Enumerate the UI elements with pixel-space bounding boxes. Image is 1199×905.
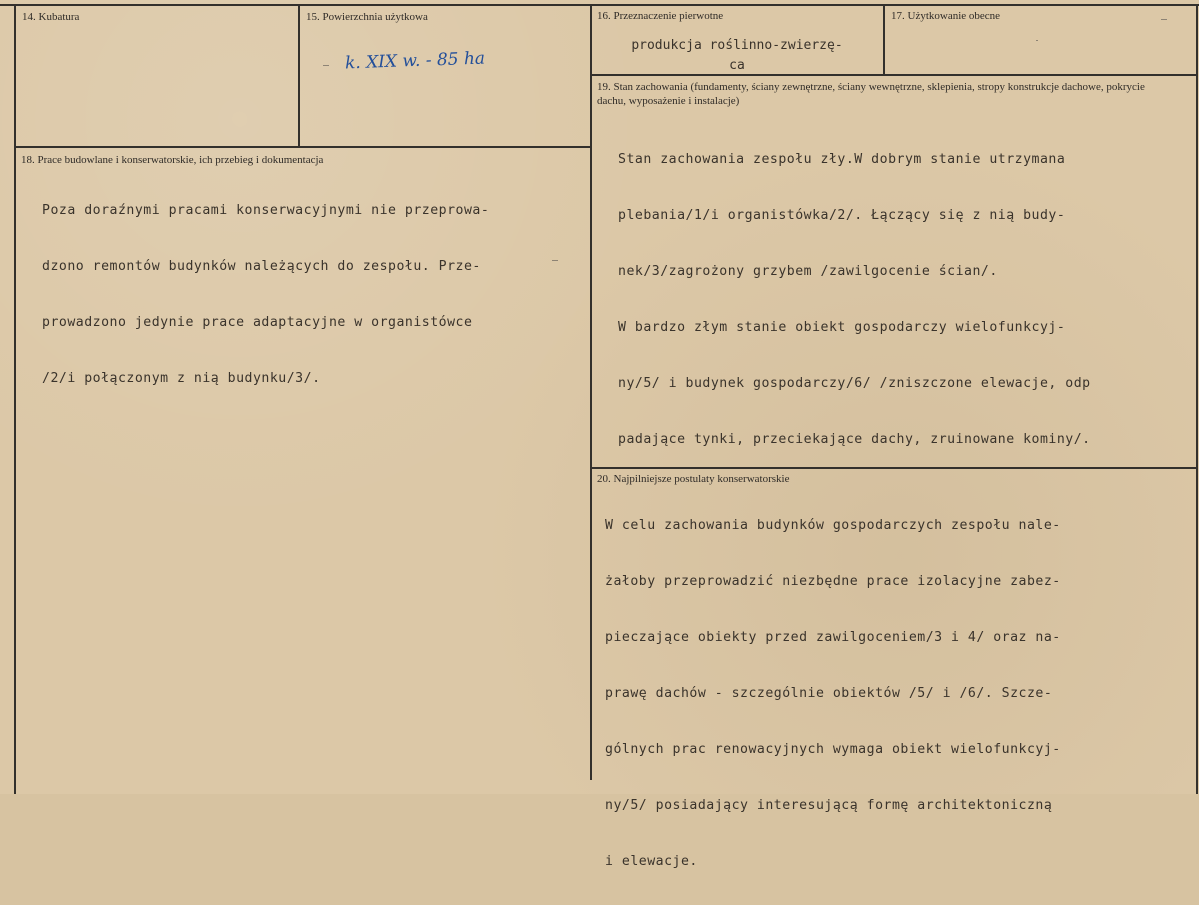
label-prace: 18. Prace budowlane i konserwatorskie, ich przebieg i dokumentacja: [21, 154, 324, 166]
stan-line-5: ny/5/ i budynek gospodarczy/6/ /zniszczone elewacje, odp: [618, 376, 1091, 391]
label-stan-zachowania: 19. Stan zachowania (fundamenty, ściany zewnętrzne, ściany wewnętrzne, sklepienia, stropy konstrukcje dachowe, pokrycie dachu, wyposażenie i instalacje): [597, 81, 1145, 107]
original-purpose-line-1: produkcja roślinno-zwierzę-: [631, 38, 843, 53]
center-divider: [590, 4, 592, 780]
postulaty-line-7: i elewacje.: [605, 854, 698, 869]
label-powierzchnia: 15. Powierzchnia użytkowa: [306, 11, 428, 23]
stan-line-4: W bardzo złym stanie obiekt gospodarczy wielofunkcyj-: [618, 320, 1066, 335]
stan-line-1: Stan zachowania zespołu zły.W dobrym stanie utrzymana: [618, 152, 1066, 167]
pencil-mark: [1161, 19, 1167, 20]
postulaty-line-4: prawę dachów - szczególnie obiektów /5/ i /6/. Szcze-: [605, 686, 1053, 701]
postulaty-line-3: pieczające obiekty przed zawilgoceniem/3 i 4/ oraz na-: [605, 630, 1061, 645]
divider-16-17: [883, 4, 885, 74]
divider-kubatura-powierzchnia: [298, 4, 300, 146]
prace-line-4: /2/i połączonym z nią budynku/3/.: [42, 371, 321, 386]
postulaty-line-5: gólnych prac renowacyjnych wymaga obiekt wielofunkcyj-: [605, 742, 1061, 757]
original-purpose-value: [596, 36, 878, 76]
stan-zachowania-text: [618, 117, 1091, 483]
stan-line-2: plebania/1/i organistówka/2/. Łączący się z nią budy-: [618, 208, 1066, 223]
original-purpose-line-2: ca: [729, 58, 745, 73]
label-postulaty: 20. Najpilniejsze postulaty konserwatorskie: [597, 473, 790, 485]
stan-line-6: padające tynki, przeciekające dachy, zruinowane kominy/.: [618, 432, 1091, 447]
postulaty-line-2: żałoby przeprowadzić niezbędne prace izolacyjne zabez-: [605, 574, 1061, 589]
label-kubatura: 14. Kubatura: [22, 11, 80, 23]
pencil-mark: [552, 260, 558, 261]
prace-text: [42, 168, 489, 422]
right-border: [1196, 4, 1198, 794]
top-border: [0, 4, 1199, 6]
label-przeznaczenie: 16. Przeznaczenie pierwotne: [597, 10, 724, 22]
left-border: [14, 4, 16, 794]
postulaty-line-1: W celu zachowania budynków gospodarczych zespołu nale-: [605, 518, 1061, 533]
prace-line-1: Poza doraźnymi pracami konserwacyjnymi nie przeprowa-: [42, 203, 490, 218]
postulaty-line-6: ny/5/ posiadający interesującą formę architektoniczną: [605, 798, 1053, 813]
pencil-mark: [1036, 40, 1038, 41]
postulaty-text: [605, 483, 1061, 905]
label-uzytkowanie: 17. Użytkowanie obecne: [891, 10, 1001, 22]
stan-line-3: nek/3/zagrożony grzybem /zawilgocenie ścian/.: [618, 264, 998, 279]
handwritten-surface-value: k. XIX w. - 85 ha: [344, 48, 486, 74]
prace-line-2: dzono remontów budynków należących do zespołu. Prze-: [42, 259, 481, 274]
pencil-mark: [323, 65, 329, 66]
divider-left-middle-row: [14, 146, 590, 148]
prace-line-3: prowadzono jedynie prace adaptacyjne w organistówce: [42, 315, 473, 330]
